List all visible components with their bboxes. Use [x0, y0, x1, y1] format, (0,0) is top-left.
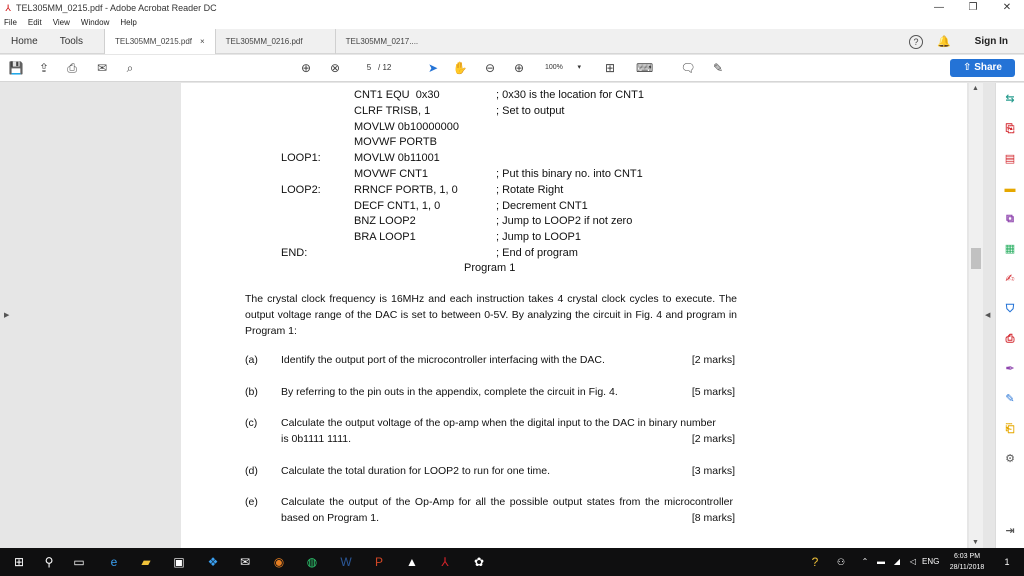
wifi-icon[interactable]: ◢: [893, 557, 901, 566]
code-instruction-line: MOVWF CNT1: [354, 167, 428, 180]
next-page-icon[interactable]: ⊗: [329, 61, 341, 75]
question-marks: [8 marks]: [691, 512, 735, 524]
more-tools-icon[interactable]: ⚙: [1005, 453, 1015, 465]
code-label-line: [281, 120, 321, 136]
zoom-value: 100%: [545, 64, 563, 71]
question-marks: [3 marks]: [691, 465, 735, 477]
help-tray-icon[interactable]: ?: [811, 555, 819, 569]
code-comment-line: [496, 120, 644, 136]
protect-icon[interactable]: ⛉: [1005, 303, 1015, 315]
code-instruction-line: BNZ LOOP2: [354, 215, 416, 228]
code-comment-line: ; Jump to LOOP1: [496, 231, 581, 244]
question-d: [245, 464, 737, 480]
question-letter: (b): [245, 386, 258, 398]
code-instructions: [354, 88, 459, 246]
question-letter: (c): [245, 417, 258, 429]
collapse-pane-icon[interactable]: ⇥: [1005, 525, 1015, 537]
right-panel-toggle-icon[interactable]: ◀: [985, 312, 991, 319]
code-instruction-line: MOVLW 0b10000000: [354, 120, 459, 133]
page-layout-icon[interactable]: ⊞: [604, 61, 616, 75]
scroll-thumb[interactable]: [971, 248, 981, 269]
save-icon[interactable]: 💾: [8, 61, 24, 75]
code-instruction-line: BRA LOOP1: [354, 231, 416, 244]
powerpoint-icon[interactable]: P: [374, 555, 383, 569]
select-cursor-icon[interactable]: ➤: [427, 61, 439, 75]
code-label-line: END:: [281, 246, 308, 259]
question-text: Calculate the output voltage of the op-amp when the digital input to the DAC in binary number is 0b1111 1111.: [281, 417, 716, 445]
scroll-up-icon[interactable]: ▲: [972, 85, 979, 92]
volume-icon[interactable]: ◁: [909, 557, 917, 566]
code-comments: [496, 88, 644, 262]
share-button[interactable]: ⇧ Share: [950, 59, 1015, 77]
question-letter: (e): [245, 496, 258, 508]
question-letter: (d): [245, 465, 258, 477]
word-icon[interactable]: W: [340, 555, 352, 569]
edit-pdf-icon[interactable]: ▦: [1004, 243, 1016, 255]
program-caption: Program 1: [464, 262, 516, 274]
tab-document-1-label: TEL305MM_0215.pdf: [115, 36, 192, 46]
combine-files-icon[interactable]: ⧉: [1006, 213, 1014, 225]
tab-home[interactable]: Home: [11, 35, 38, 47]
upload-icon[interactable]: ⇪: [38, 61, 50, 75]
tabs-bar: [0, 29, 1024, 54]
pen-icon[interactable]: ✎: [712, 61, 724, 75]
dropbox-icon[interactable]: ❖: [207, 555, 219, 569]
keyboard-icon[interactable]: ⌨: [636, 61, 654, 75]
tab-document-1[interactable]: [104, 29, 215, 54]
page-number-input[interactable]: 5: [366, 63, 372, 72]
maximize-button[interactable]: ❐: [968, 2, 978, 13]
print-icon[interactable]: ⎙: [67, 61, 77, 75]
people-icon[interactable]: ⚇: [836, 557, 846, 567]
code-label-line: [281, 167, 321, 183]
tab-document-3[interactable]: TEL305MM_0217....: [335, 29, 455, 54]
tools-pane: [995, 83, 1024, 548]
tab-document-2[interactable]: TEL305MM_0216.pdf: [215, 29, 335, 54]
code-instruction-line: CNT1 EQU 0x30: [354, 89, 440, 101]
question-text: Calculate the total duration for LOOP2 to run for one time.: [281, 465, 551, 477]
show-hidden-icons-icon[interactable]: ⌃: [861, 557, 869, 566]
send-review-icon[interactable]: ⎗: [1005, 423, 1015, 435]
search-icon[interactable]: ⌕: [126, 61, 134, 75]
file-explorer-icon[interactable]: ▰: [141, 555, 151, 569]
code-comment-line: ; End of program: [496, 246, 578, 259]
document-workspace: [0, 83, 1024, 548]
code-comment-line: ; Put this binary no. into CNT1: [496, 167, 643, 180]
previous-page-icon[interactable]: ⊕: [300, 61, 312, 75]
code-comment-line: ; Rotate Right: [496, 183, 564, 196]
mail-icon[interactable]: ✉: [239, 555, 251, 569]
code-instruction-line: DECF CNT1, 1, 0: [354, 199, 441, 212]
search-icon[interactable]: ⚲: [44, 555, 54, 569]
clock-date: 28/11/2018: [949, 564, 985, 571]
hand-tool-icon[interactable]: ✋: [452, 61, 468, 75]
task-view-icon[interactable]: ▭: [73, 555, 85, 569]
code-label-line: LOOP1:: [281, 152, 321, 165]
question-marks: [2 marks]: [691, 433, 735, 445]
compress-icon[interactable]: ⎙: [1005, 333, 1015, 345]
scroll-down-icon[interactable]: ▼: [972, 539, 979, 546]
question-text: Identify the output port of the microcontroller interfacing with the DAC.: [281, 354, 605, 366]
comment-icon[interactable]: 🗨: [680, 61, 696, 75]
question-letter: (a): [245, 354, 258, 366]
code-label-line: [281, 88, 321, 104]
export-pdf-icon[interactable]: ⇆: [1005, 93, 1015, 105]
fill-sign-icon[interactable]: ✍: [1005, 273, 1015, 285]
email-icon[interactable]: ✉: [96, 61, 108, 75]
question-marks: [5 marks]: [691, 386, 735, 398]
send-for-signature-icon[interactable]: ✒: [1005, 363, 1015, 375]
acrobat-taskbar-icon[interactable]: ⅄: [441, 555, 449, 569]
code-comment-line: ; Decrement CNT1: [496, 199, 588, 212]
minimize-button[interactable]: —: [934, 2, 944, 13]
zoom-out-icon[interactable]: ⊖: [484, 61, 496, 75]
chevron-down-icon: ▾: [577, 64, 581, 71]
menu-window[interactable]: Window: [80, 17, 110, 27]
notification-bell-icon[interactable]: 🔔: [936, 36, 951, 48]
code-instruction-line: CLRF TRISB, 1: [354, 104, 431, 117]
windows-start-icon[interactable]: ⊞: [13, 555, 25, 569]
photos-icon[interactable]: ▲: [406, 555, 418, 569]
tab-tools[interactable]: Tools: [59, 35, 84, 47]
close-button[interactable]: ✕: [1002, 2, 1012, 13]
code-comment-line: [496, 135, 644, 151]
code-comment-line: ; 0x30 is the location for CNT1: [496, 89, 644, 101]
acrobat-icon: ⅄: [5, 2, 11, 13]
windows-taskbar: [0, 548, 1024, 576]
certificates-icon[interactable]: ✎: [1005, 393, 1015, 405]
problem-paragraph: The crystal clock frequency is 16MHz and each instruction takes 4 crystal clock cycles to execute. The output voltage range of the DAC is set to between 0-5V. By analyzing the circuit in Fig. 4 and program in Program 1:: [245, 293, 737, 337]
code-label-line: [281, 104, 321, 120]
window-controls: [922, 0, 1024, 15]
menu-view[interactable]: View: [52, 17, 70, 27]
menu-file[interactable]: File: [4, 17, 17, 27]
vertical-scrollbar[interactable]: [969, 83, 983, 548]
clock[interactable]: [942, 551, 992, 573]
question-a: [245, 353, 737, 369]
zoom-in-icon[interactable]: ⊕: [513, 61, 525, 75]
question-b: [245, 385, 737, 401]
left-panel-toggle-icon[interactable]: ▶: [4, 312, 10, 319]
zoom-select[interactable]: [537, 61, 581, 75]
question-marks: [2 marks]: [691, 354, 735, 366]
question-text: Calculate the output of the Op-Amp for all the possible output states from the microcontroller based on Program 1.: [281, 496, 733, 524]
code-instruction-line: MOVLW 0b11001: [354, 152, 440, 165]
title-bar: [0, 0, 1024, 15]
firefox-icon[interactable]: ◉: [273, 555, 285, 569]
share-label: Share: [974, 62, 1002, 73]
clock-time: 6:03 PM: [953, 553, 981, 560]
sign-in-button[interactable]: Sign In: [974, 36, 1008, 47]
notification-count: 1: [1004, 557, 1010, 567]
page-total: / 12: [378, 63, 392, 72]
code-label-line: LOOP2:: [281, 183, 321, 196]
question-text: By referring to the pin outs in the appendix, complete the circuit in Fig. 4.: [281, 386, 618, 398]
organize-pages-icon[interactable]: ▤: [1004, 153, 1016, 165]
chrome-icon[interactable]: ◍: [306, 555, 318, 569]
code-labels: [281, 83, 321, 262]
app-icon[interactable]: ✿: [473, 555, 485, 569]
pdf-page: [181, 83, 967, 548]
comment-tool-icon[interactable]: ▬: [1004, 183, 1016, 195]
question-e: [245, 495, 737, 527]
question-c: [245, 416, 737, 448]
code-label-line: [281, 214, 321, 230]
code-label-line: [281, 230, 321, 246]
code-instruction-line: MOVWF PORTB: [354, 136, 437, 149]
create-pdf-icon[interactable]: ⎘: [1005, 123, 1015, 135]
code-label-line: [281, 135, 321, 151]
code-label-line: [281, 199, 321, 215]
edge-icon[interactable]: e: [110, 555, 118, 569]
language-indicator[interactable]: ENG: [922, 557, 940, 566]
action-center-icon[interactable]: [998, 553, 1016, 571]
code-comment-line: ; Set to output: [496, 104, 565, 117]
menu-edit[interactable]: Edit: [27, 17, 42, 27]
help-icon[interactable]: ?: [909, 35, 923, 49]
menu-bar: [0, 15, 1024, 29]
toolbar: [0, 55, 1024, 82]
battery-icon[interactable]: ▬: [877, 557, 885, 566]
code-instruction-line: RRNCF PORTB, 1, 0: [354, 183, 458, 196]
menu-help[interactable]: Help: [120, 17, 137, 27]
code-comment-line: ; Jump to LOOP2 if not zero: [496, 215, 633, 228]
close-tab-icon[interactable]: ×: [199, 36, 205, 46]
store-icon[interactable]: ▣: [173, 555, 185, 569]
code-comment-line: [496, 151, 644, 167]
window-title: TEL305MM_0215.pdf - Adobe Acrobat Reader DC: [16, 2, 217, 13]
